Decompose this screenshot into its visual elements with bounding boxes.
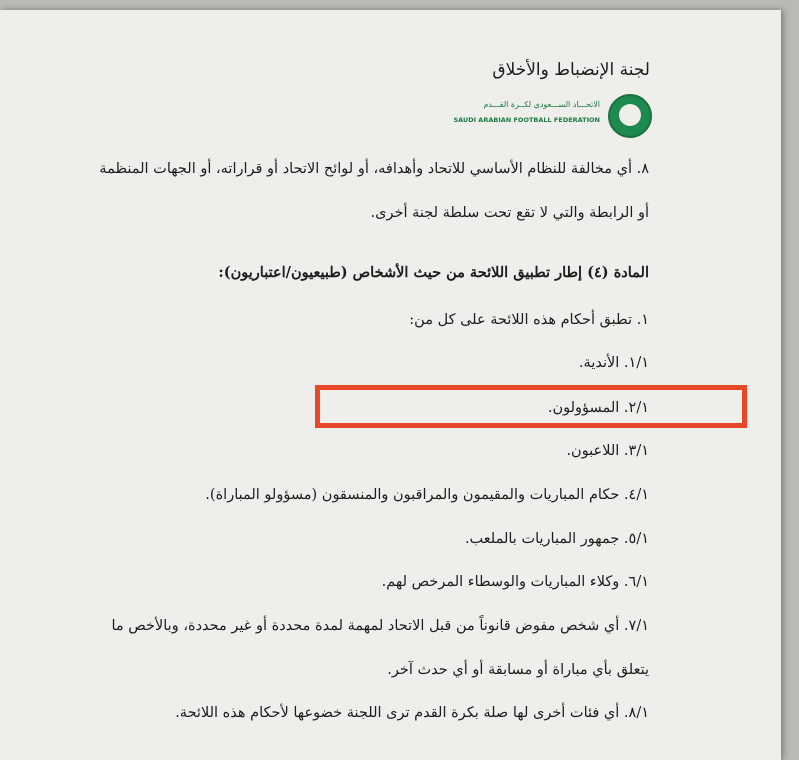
list-item-highlighted: ٢/١. المسؤولون. [547, 400, 649, 416]
highlight-box [315, 385, 747, 428]
list-item: ٤/١. حكام المباريات والمقيمون والمراقبون والمنسقون (مسؤولو المباراة). [205, 487, 649, 503]
article-heading: المادة (٤) إطار تطبيق اللائحة من حيث الأشخاص (طبيعيون/اعتباريون): [218, 264, 649, 281]
list-item: ٨/١. أي فئات أخرى لها صلة بكرة القدم ترى اللجنة خضوعها لأحكام هذه اللائحة. [175, 705, 649, 721]
list-item: ١/١. الأندية. [578, 355, 649, 371]
logo-arabic-text: الاتحـــاد الســـعودي لكــرة القـــدم [483, 100, 600, 109]
list-item: ٥/١. جمهور المباريات بالملعب. [464, 531, 649, 547]
paragraph-line: يتعلق بأي مباراة أو مسابقة أو أي حدث آخر. [387, 662, 649, 678]
paragraph-line: أو الرابطة والتي لا تقع تحت سلطة لجنة أخرى. [370, 205, 649, 221]
paragraph-line: ١. تطبق أحكام هذه اللائحة على كل من: [409, 312, 649, 328]
paragraph-line: ٨. أي مخالفة للنظام الأساسي للاتحاد وأهدافه، أو لوائح الاتحاد أو قراراته، أو الجهات المنظمة [99, 161, 649, 177]
list-item: ٦/١. وكلاء المباريات والوسطاء المرخص لهم. [381, 574, 649, 590]
logo-english-text: SAUDI ARABIAN FOOTBALL FEDERATION [453, 116, 600, 124]
saff-logo [453, 94, 652, 144]
saff-emblem-icon [608, 94, 652, 138]
list-item: ٣/١. اللاعبون. [566, 443, 649, 459]
list-item: ٧/١. أي شخص مفوض قانوناً من قبل الاتحاد لمهمة لمدة محددة أو غير محددة، وبالأخص ما [111, 618, 649, 634]
committee-title: لجنة الإنضباط والأخلاق [492, 60, 650, 80]
